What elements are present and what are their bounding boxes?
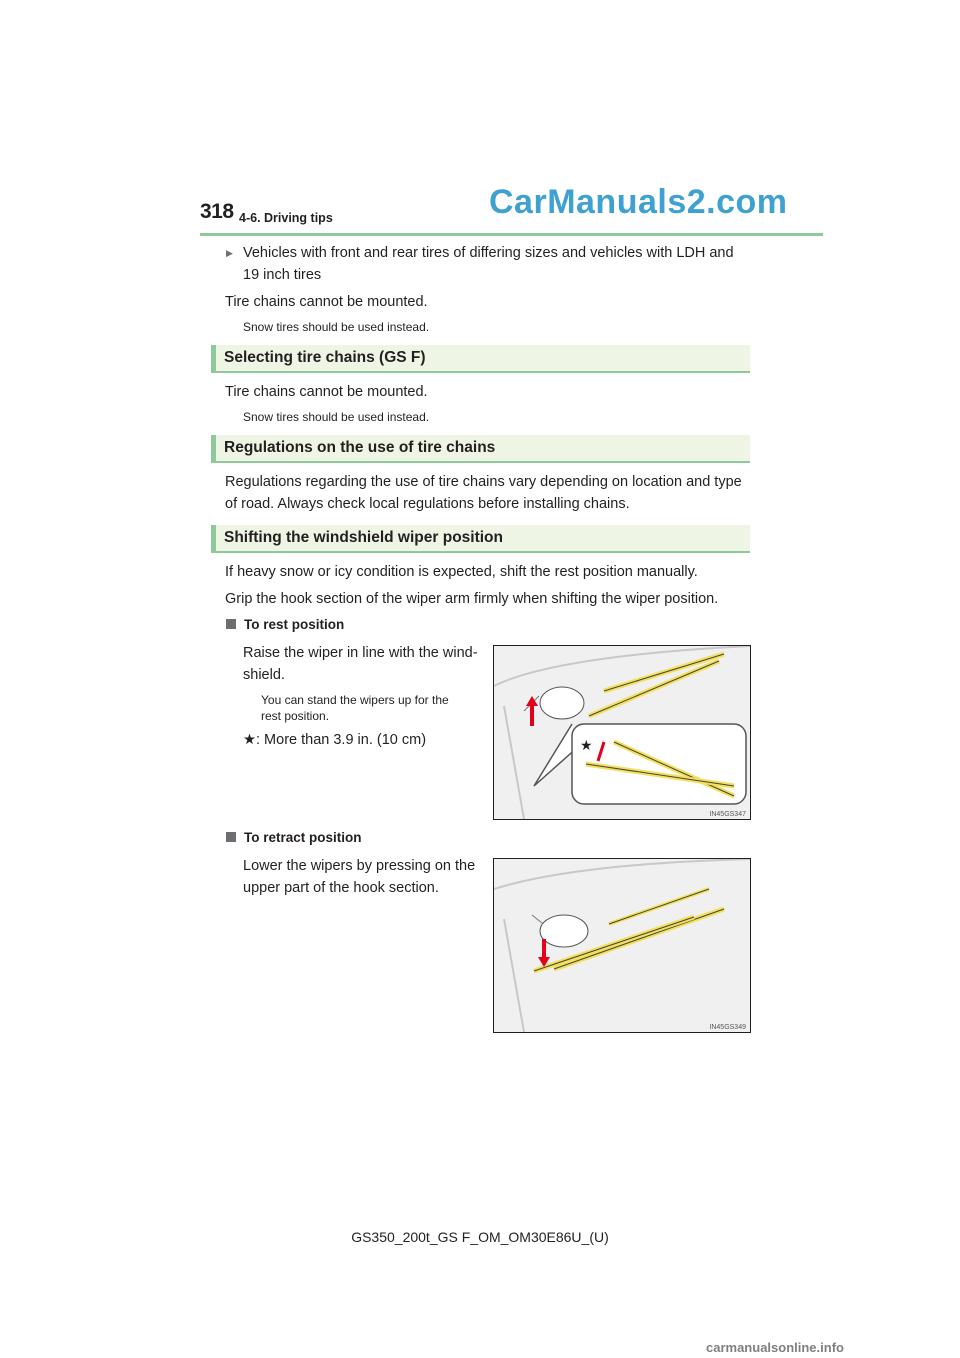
star-icon: ★ xyxy=(243,732,256,748)
heading-wiper-position xyxy=(211,525,750,553)
gsf-statement: Tire chains cannot be mounted. xyxy=(225,384,428,400)
rest-note-line2: rest position. xyxy=(261,709,330,723)
heading-text: Regulations on the use of tire chains xyxy=(224,439,496,456)
retract-line1: Lower the wipers by pressing on the xyxy=(243,858,476,874)
retract-subheading xyxy=(226,829,362,847)
page-number: 318 xyxy=(200,200,234,223)
heading-selecting-tire-chains xyxy=(211,345,750,373)
figure-retract-position xyxy=(493,858,751,1033)
svg-text:★: ★ xyxy=(580,738,593,754)
heading-text: Shifting the windshield wiper position xyxy=(224,529,503,546)
regulations-line2: of road. Always check local regulations before installing chains. xyxy=(225,496,630,512)
rest-line2: shield. xyxy=(243,667,285,683)
rest-title: To rest position xyxy=(244,617,345,632)
square-bullet-icon xyxy=(226,619,236,629)
watermark-top: CarManuals2.com xyxy=(489,183,788,221)
intro-statement: Tire chains cannot be mounted. xyxy=(225,294,428,310)
figure-code: IN45GS349 xyxy=(709,1024,746,1031)
retract-title: To retract position xyxy=(244,830,362,845)
wiper-raise-illustration xyxy=(494,646,750,819)
watermark-bottom: carmanualsonline.info xyxy=(706,1340,844,1355)
heading-text: Selecting tire chains (GS F) xyxy=(224,349,426,366)
wiper-line2: Grip the hook section of the wiper arm firmly when shifting the wiper position. xyxy=(225,591,719,607)
rest-line1: Raise the wiper in line with the wind- xyxy=(243,645,478,661)
rest-note-line1: You can stand the wipers up for the xyxy=(261,693,449,707)
wiper-lower-illustration xyxy=(494,859,750,1032)
intro-note: Snow tires should be used instead. xyxy=(243,320,430,334)
intro-bullet-line1: Vehicles with front and rear tires of differing sizes and vehicles with LDH and xyxy=(243,245,734,261)
wiper-line1: If heavy snow or icy condition is expected, shift the rest position manually. xyxy=(225,564,698,580)
gsf-note: Snow tires should be used instead. xyxy=(243,410,430,424)
figure-rest-position xyxy=(493,645,751,820)
retract-line2: upper part of the hook section. xyxy=(243,880,439,896)
triangle-bullet-icon: ▶ xyxy=(226,248,233,258)
section-label: 4-6. Driving tips xyxy=(239,211,333,225)
square-bullet-icon xyxy=(226,832,236,842)
rest-spec-text: : More than 3.9 in. (10 cm) xyxy=(256,732,427,748)
intro-bullet-line2: 19 inch tires xyxy=(243,267,322,283)
figure-code: IN45GS347 xyxy=(709,811,746,818)
rest-subheading xyxy=(226,616,344,634)
heading-regulations xyxy=(211,435,750,463)
document-code: GS350_200t_GS F_OM_OM30E86U_(U) xyxy=(351,1229,609,1245)
rest-spec xyxy=(243,729,426,751)
header-rule xyxy=(200,233,823,236)
regulations-line1: Regulations regarding the use of tire chains vary depending on location and type xyxy=(225,474,742,490)
